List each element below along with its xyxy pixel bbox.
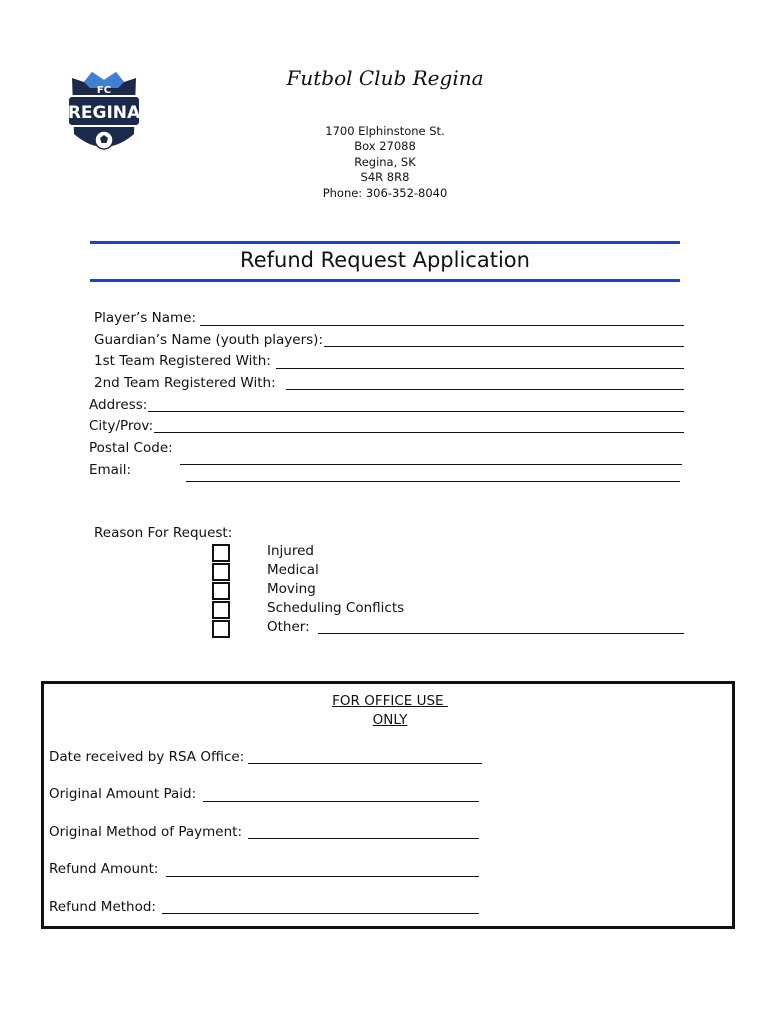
amount-paid-label: Original Amount Paid:	[49, 786, 197, 802]
moving-checkbox[interactable]	[212, 582, 230, 600]
logo-text: REGINA	[67, 103, 141, 123]
reason-label: Reason For Request:	[94, 525, 233, 541]
email-field[interactable]	[186, 481, 680, 482]
club-name: Futbol Club Regina	[286, 66, 484, 90]
address-line-4: S4R 8R8	[360, 170, 410, 184]
team1-label: 1st Team Registered With:	[94, 353, 271, 369]
email-label: Email:	[89, 462, 132, 478]
medical-option-label: Medical	[267, 562, 319, 578]
date-received-label: Date received by RSA Office:	[49, 749, 245, 765]
date-received-field[interactable]	[248, 763, 482, 764]
team2-field[interactable]	[286, 389, 684, 390]
address-label: Address:	[89, 397, 148, 413]
form-title: Refund Request Application	[240, 248, 530, 272]
injured-option-label: Injured	[267, 543, 314, 559]
city-prov-label: City/Prov:	[89, 418, 154, 434]
team2-label: 2nd Team Registered With:	[94, 375, 276, 391]
amount-paid-field[interactable]	[203, 801, 479, 802]
title-top-rule	[90, 241, 680, 244]
postal-code-label: Postal Code:	[89, 440, 173, 456]
guardian-name-field[interactable]	[324, 346, 684, 347]
refund-method-label: Refund Method:	[49, 899, 156, 915]
logo-sub-text: FC	[96, 85, 112, 96]
guardian-name-label: Guardian’s Name (youth players):	[94, 332, 323, 348]
player-name-label: Player’s Name:	[94, 310, 197, 326]
team1-field[interactable]	[276, 368, 684, 369]
other-reason-field[interactable]	[318, 633, 684, 634]
scheduling-conflicts-option-label: Scheduling Conflicts	[267, 600, 405, 616]
postal-code-field[interactable]	[180, 464, 682, 465]
payment-method-field[interactable]	[248, 838, 479, 839]
refund-method-field[interactable]	[162, 913, 479, 914]
refund-amount-label: Refund Amount:	[49, 861, 159, 877]
office-use-heading-line2: ONLY	[372, 712, 408, 728]
city-prov-field[interactable]	[154, 432, 684, 433]
medical-checkbox[interactable]	[212, 563, 230, 581]
moving-option-label: Moving	[267, 581, 316, 597]
fc-regina-crest-icon	[62, 64, 146, 160]
address-field[interactable]	[148, 411, 684, 412]
address-line-3: Regina, SK	[354, 155, 416, 169]
player-name-field[interactable]	[200, 325, 684, 326]
office-use-heading-line1: FOR OFFICE USE	[332, 693, 448, 709]
address-line-1: 1700 Elphinstone St.	[325, 124, 445, 138]
title-bottom-rule	[90, 279, 680, 282]
scheduling-conflicts-checkbox[interactable]	[212, 601, 230, 619]
injured-checkbox[interactable]	[212, 544, 230, 562]
payment-method-label: Original Method of Payment:	[49, 824, 242, 840]
refund-amount-field[interactable]	[166, 876, 479, 877]
address-line-2: Box 27088	[354, 139, 416, 153]
other-option-label: Other:	[267, 619, 310, 635]
phone-line: Phone: 306-352-8040	[322, 186, 448, 200]
other-checkbox[interactable]	[212, 620, 230, 638]
